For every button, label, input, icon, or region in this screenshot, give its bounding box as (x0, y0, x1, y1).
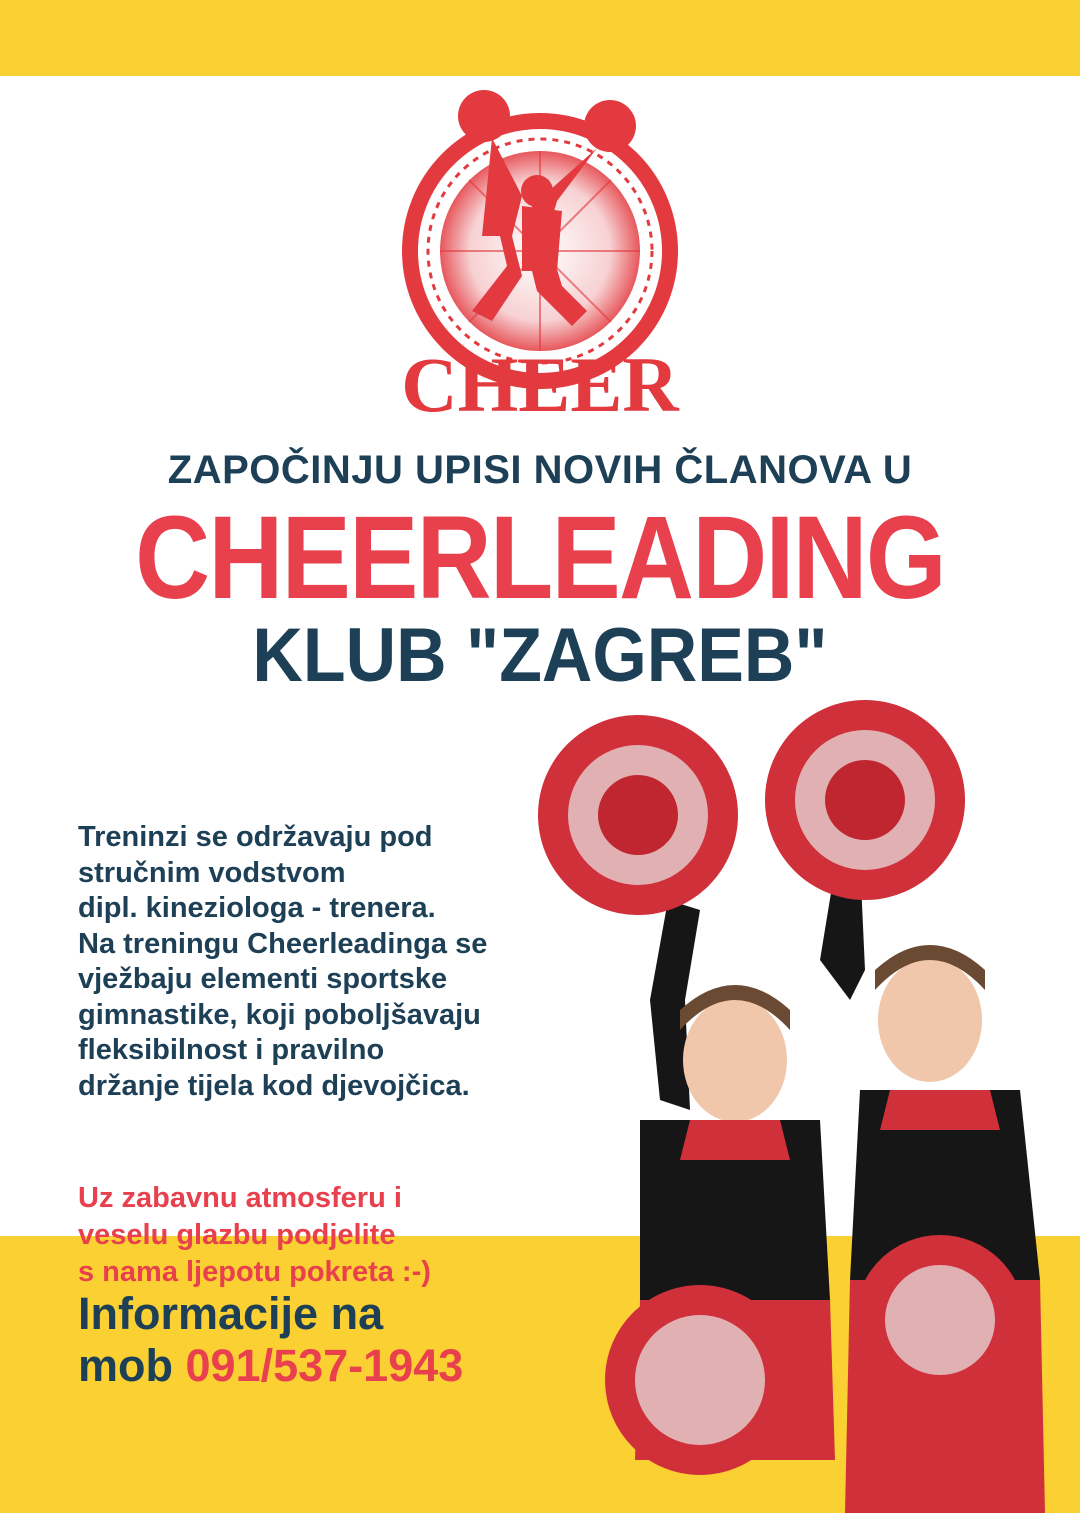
description-line: držanje tijela kod djevojčica. (78, 1069, 470, 1102)
description-line: dipl. kineziologa - trenera. (78, 892, 436, 924)
description-line: stručnim vodstvom (78, 856, 346, 889)
info-label: Informacije na (78, 1288, 384, 1339)
description-line: Treninzi se održavaju pod (78, 821, 433, 853)
fun-invitation (78, 1180, 538, 1291)
training-description (78, 820, 578, 1104)
pompom-icon (538, 715, 738, 915)
description-line: gimnastike, koji poboljšavaju (78, 998, 481, 1031)
cheerleading-title: CHEERLEADING (135, 492, 945, 624)
description-line: fleksibilnost i pravilno (78, 1034, 385, 1066)
phone-number[interactable]: 091/537-1943 (185, 1340, 464, 1391)
pompom-icon (765, 700, 965, 900)
fun-line: s nama ljepotu pokreta :-) (78, 1256, 431, 1288)
pompom-icon (855, 1235, 1025, 1405)
club-name: KLUB "ZAGREB" (252, 613, 828, 698)
phone-prefix: mob (78, 1340, 173, 1391)
phone-line (78, 1340, 463, 1392)
fun-line: veselu glazbu podjelite (78, 1219, 396, 1251)
top-yellow-band (0, 0, 1080, 76)
cheerleaders-photo (520, 700, 1080, 1513)
description-line: vježbaju elementi sportske (78, 963, 448, 995)
contact-info (78, 1288, 463, 1392)
fun-line: Uz zabavnu atmosferu i (78, 1182, 402, 1214)
logo-text: CHEER (401, 341, 679, 428)
pompom-icon (605, 1285, 795, 1475)
description-line: Na treningu Cheerleadinga se (78, 927, 488, 960)
cheer-logo-icon (372, 86, 708, 428)
enrollment-subtitle: ZAPOČINJU UPISI NOVIH ČLANOVA U (167, 448, 913, 492)
